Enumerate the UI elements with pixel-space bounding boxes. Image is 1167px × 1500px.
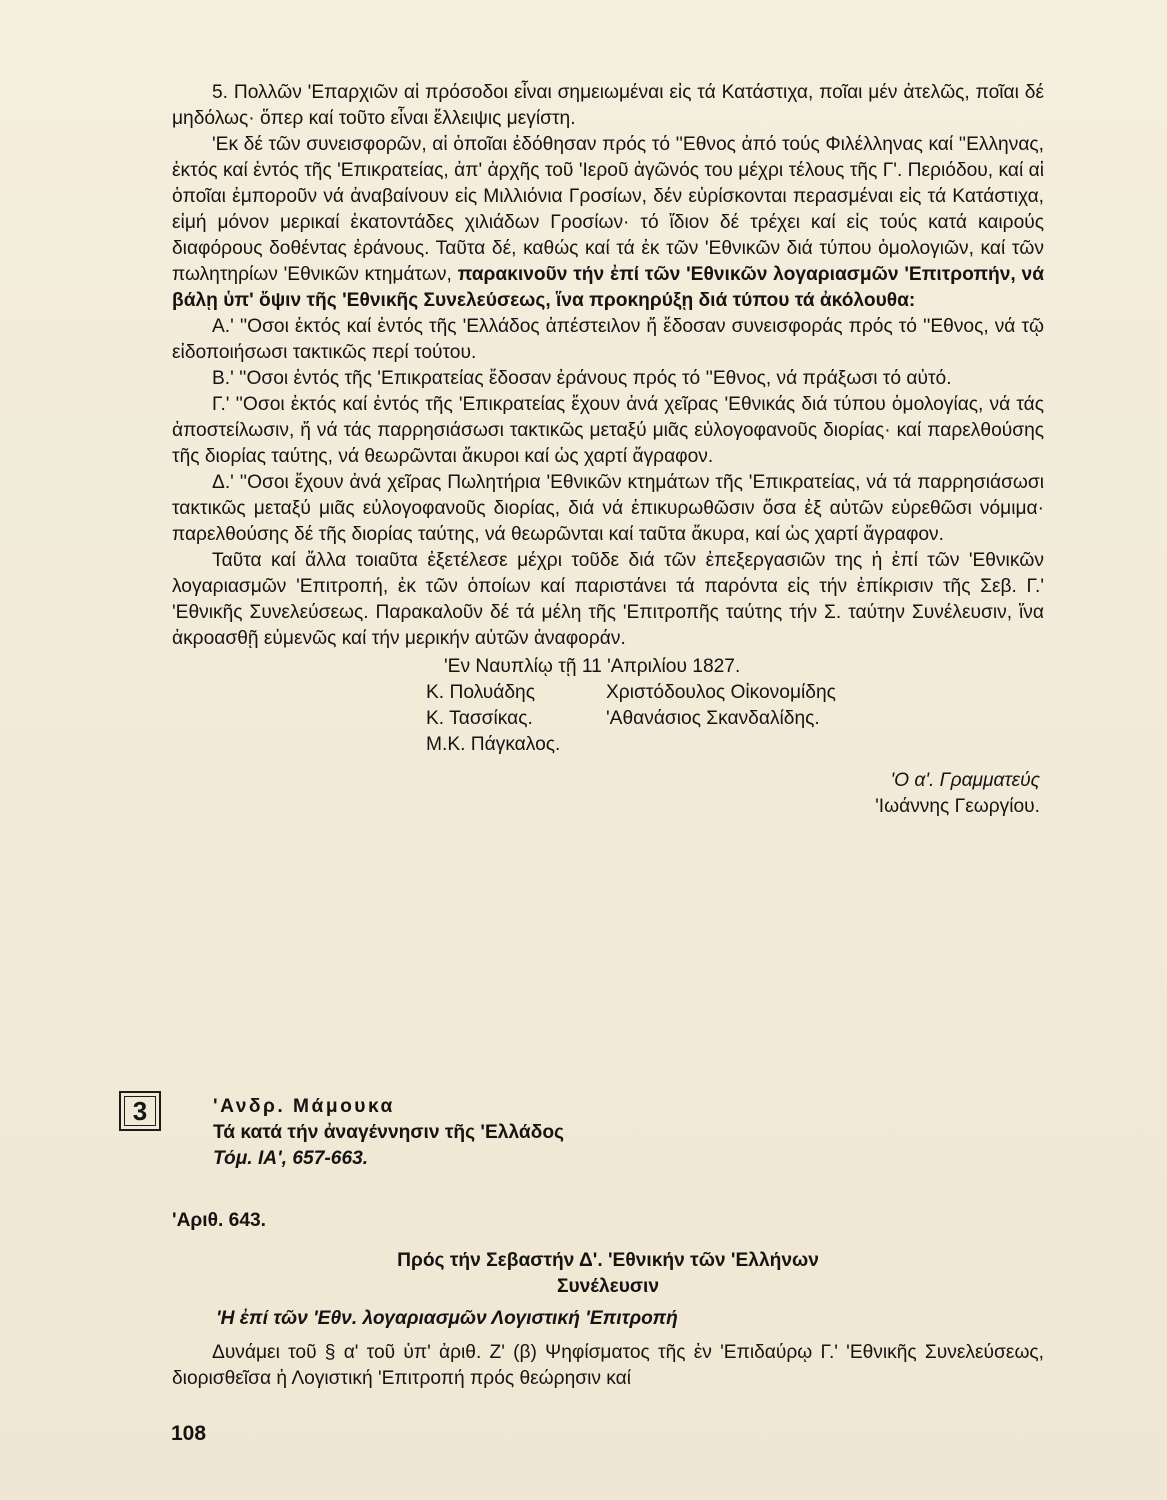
document-2 (172, 1208, 1044, 1392)
addressee-line-1: Πρός τήν Σεβαστήν Δ'. 'Εθνικήν τῶν 'Ελλήνων (397, 1250, 819, 1271)
paragraph-contributions (172, 132, 1044, 314)
paragraph-contributions-text: 'Εκ δέ τῶν συνεισφορῶν, αἱ ὁποῖαι ἐδόθησαν πρός τό ''Εθνος ἀπό τούς Φιλέλληνας καί ''Ελληνας, ἐκτός καί ἐντός τῆς 'Επικρατείας, ἀπ' ἀρχῆς τοῦ 'Ιεροῦ ἀγῶνός του μέχρι τέλους τῆς Γ'. Περιόδου, καί αἱ ὁποῖαι ἐμποροῦν νά ἀναβαίνουν εἰς Μιλλιόνια Γροσίων, δέν εὑρίσκονται περασμέναι εἰς τά Κατάστιχα, εἰμή μόνον μερικαί ἑκατοντάδες χιλιάδων Γροσίων· τό ἴδιον δέ τρέχει καί εἰς τούς κατά καιρούς διαφόρους δοθέντας ἐράνους. Ταῦτα δέ, καθώς καί τά ἐκ τῶν 'Εθνικῶν διά τύπου ὁμολογιῶν, καί τῶν πωλητηρίων 'Εθνικῶν κτημάτων, (172, 134, 1044, 285)
signatory: Κ. Τασσίκας. (426, 708, 533, 729)
signatories-row-3 (172, 732, 1044, 758)
main-text-block (172, 80, 1044, 820)
signatory: Κ. Πολυάδης (426, 682, 535, 703)
signatory: Μ.Κ. Πάγκαλος. (426, 734, 561, 755)
signatories-row-1 (172, 680, 1044, 706)
source-author: 'Ανδρ. Μάμουκα (213, 1096, 395, 1117)
section-number: 3 (132, 1095, 148, 1126)
item-b: Β.' ''Οσοι ἐντός τῆς 'Επικρατείας ἔδοσαν ἐράνους πρός τό ''Εθνος, νά πράξωσι τό αὐτό. (212, 368, 952, 389)
section-number-badge (119, 1091, 161, 1131)
page-number: 108 (171, 1422, 207, 1445)
paragraph-contributions-bold: παρακινοῦν τήν ἐπί τῶν 'Εθνικῶν λογαριασμῶν 'Επιτροπήν, νά βάλῃ ὑπ' ὄψιν τῆς 'Εθνικῆς Συνελεύσεως, ἵνα προκηρύξῃ διά τύπου τά ἀκόλουθα: (172, 264, 1044, 311)
secretary-title: 'Ο α'. Γραμματεύς (890, 770, 1040, 791)
item-d: Δ.' ''Οσοι ἔχουν ἀνά χεῖρας Πωλητήρια 'Εθνικῶν κτημάτων τῆς 'Επικρατείας, νά τά παρρησιάσωσι τακτικῶς μεταξύ μιᾶς εὐλογοφανοῦς διορίας, διά νά ἐπικυρωθῶσιν ὅσα ἐξ αὐτῶν εὑρεθῶσι νόμιμα· παρελθούσης δέ τῆς διορίας ταύτης, νά θεωρῶνται καί ταῦτα ἄκυρα, καί ὡς χαρτί ἄγραφον. (172, 472, 1044, 545)
signatory: Χριστόδουλος Οἰκονομίδης (606, 682, 836, 703)
source-title: Τά κατά τήν ἀναγέννησιν τῆς 'Ελλάδος (213, 1122, 565, 1143)
source-citation (213, 1094, 913, 1172)
paragraph-5-text: 5. Πολλῶν 'Επαρχιῶν αἱ πρόσοδοι εἶναι σημειωμέναι εἰς τά Κατάστιχα, ποῖαι μέν ἀτελῶς, ποῖαι δέ μηδόλως· ὅπερ καί τοῦτο εἶναι ἔλλειψις μεγίστη. (172, 82, 1044, 129)
committee-heading: 'Η ἐπί τῶν 'Εθν. λογαριασμῶν Λογιστική 'Επιτροπή (216, 1308, 678, 1329)
item-c: Γ.' ''Οσοι ἐκτός καί ἐντός τῆς 'Επικρατείας ἔχουν ἀνά χεῖρας 'Εθνικάς διά τύπου ὁμολογίας, νά τάς ἀποστείλωσιν, ἤ νά τάς παρρησιάσωσι τακτικῶς μεταξύ μιᾶς εὐλογοφανοῦς διορίας· καί παρελθούσης τῆς διορίας ταύτης, νά θεωρῶνται ἄκυροι καί ὡς χαρτί ἄγραφον. (172, 394, 1044, 467)
signatory: 'Αθανάσιος Σκανδαλίδης. (606, 708, 820, 729)
addressee-line-2: Συνέλευσιν (556, 1276, 660, 1297)
document-2-body: Δυνάμει τοῦ § α' τοῦ ὑπ' ἀριθ. Ζ' (β) Ψηφίσματος τῆς ἐν 'Επιδαύρῳ Γ.' 'Εθνικῆς Συνελεύσεως, διορισθεῖσα ἡ Λογιστική 'Επιτροπή πρός θεώρησιν καί (172, 1342, 1044, 1389)
paragraph-5 (172, 80, 1044, 132)
signatories-row-2 (172, 706, 1044, 732)
item-a: Α.' ''Οσοι ἐκτός καί ἐντός τῆς 'Ελλάδος ἀπέστειλον ἤ ἔδοσαν συνεισφοράς πρός τό ''Εθνος, νά τῷ εἰδοποιήσωσι τακτικῶς περί τούτου. (172, 316, 1044, 363)
secretary-name: 'Ιωάννης Γεωργίου. (875, 796, 1040, 817)
document-number: 'Αριθ. 643. (172, 1210, 266, 1231)
source-volume: Τόμ. ΙΑ', 657-663. (213, 1148, 369, 1169)
closing-paragraph: Ταῦτα καί ἄλλα τοιαῦτα ἐξετέλεσε μέχρι τοῦδε διά τῶν ἐπεξεργασιῶν της ἡ ἐπί τῶν 'Εθνικῶν λογαριασμῶν 'Επιτροπή, ἐκ τῶν ὁποίων καί παριστάνει τά παρόντα εἰς τήν ἐπίκρισιν τῆς Σεβ. Γ.' 'Εθνικῆς Συνελεύσεως. Παρακαλοῦν δέ τά μέλη τῆς 'Επιτροπῆς ταύτης τήν Σ. ταύτην Συνέλευσιν, ἵνα ἀκροασθῇ εὐμενῶς καί τήν μερικήν αὐτῶν ἀναφοράν. (172, 550, 1044, 649)
date-line: 'Εν Ναυπλίῳ τῇ 11 'Απριλίου 1827. (444, 656, 741, 677)
